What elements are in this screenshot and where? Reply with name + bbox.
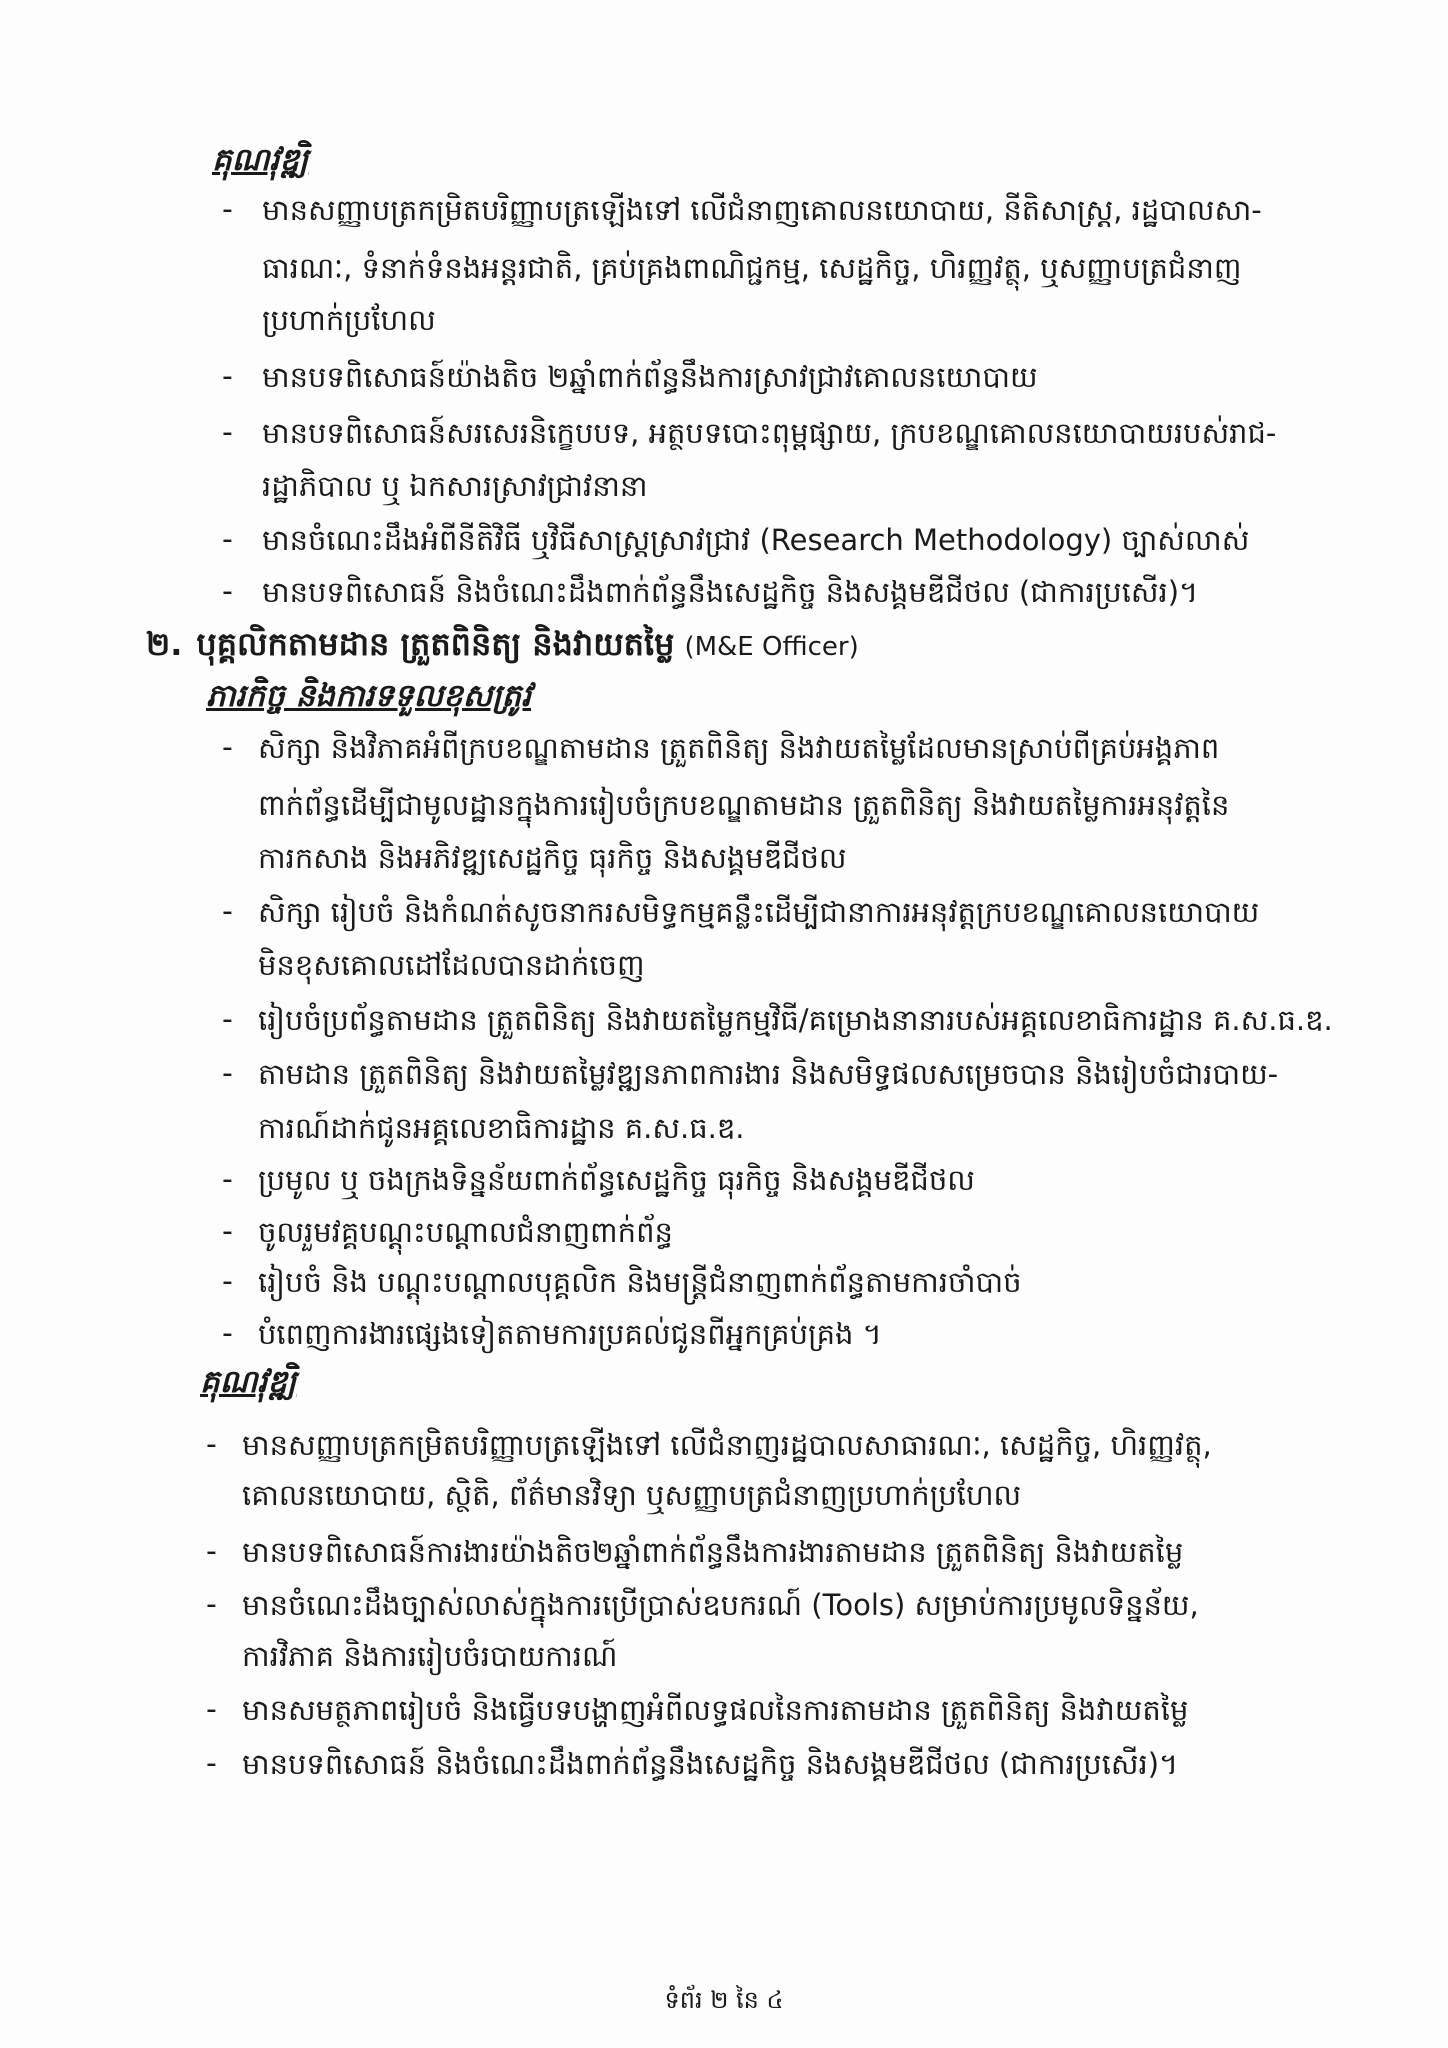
item-line: តាមដាន ត្រួតពិនិត្យ និងវាយតម្លៃវឌ្ឍនភាពការងារ និងសមិទ្ធផលសម្រេចបាន និងរៀបចំជារបាយ- xyxy=(258,1057,1279,1091)
item-line: រៀបចំប្រព័ន្ធតាមដាន ត្រួតពិនិត្យ និងវាយតម្លៃកម្មវិធី/គម្រោងនានារបស់អគ្គលេខាធិការដ្ឋាន គ.ស.ធ.ឌ. xyxy=(258,1003,1333,1037)
bullet-dash: - xyxy=(222,1002,233,1037)
item-line: ប្រមូល ឬ ចងក្រងទិន្នន័យពាក់ព័ន្ធសេដ្ឋកិច្ច ធុរកិច្ច និងសង្គមឌីជីថល xyxy=(258,1163,975,1197)
bullet-dash: - xyxy=(206,1587,217,1622)
item-line: មានសញ្ញាបត្រកម្រិតបរិញ្ញាបត្រឡើងទៅ លើជំនាញរដ្ឋបាលសាធារណៈ, សេដ្ឋកិច្ច, ហិរញ្ញវត្ថុ, xyxy=(242,1428,1212,1462)
item-line: បំពេញការងារផ្សេងទៀតតាមការប្រគល់ជូនពីអ្នកគ្រប់គ្រង ។ xyxy=(258,1317,882,1351)
item-line: ការណ៍ដាក់ជូនអគ្គលេខាធិការដ្ឋាន គ.ស.ធ.ឌ. xyxy=(258,1111,745,1145)
bullet-dash: - xyxy=(206,1746,217,1781)
bullet-dash: - xyxy=(222,730,233,765)
qualifications-heading: គុណវុឌ្ឍិ xyxy=(200,1364,297,1400)
item-line: ធារណៈ, ទំនាក់ទំនងអន្តរជាតិ, គ្រប់គ្រងពាណិជ្ជកម្ម, សេដ្ឋកិច្ច, ហិរញ្ញវត្ថុ, ឬសញ្ញាបត្រជំនាញ xyxy=(262,251,1242,285)
section-title-english: (M&E Officer) xyxy=(684,632,859,662)
bullet-dash: - xyxy=(206,1692,217,1727)
bullet-dash: - xyxy=(206,1427,217,1462)
section-title xyxy=(146,622,859,669)
item-line: គោលនយោបាយ, ស្ថិតិ, ព័ត៌មានវិទ្យា ឬសញ្ញាបត្រជំនាញប្រហាក់ប្រហែល xyxy=(242,1478,1022,1512)
duties-heading: ភារកិច្ច និងការទទួលខុសត្រូវ xyxy=(206,678,532,714)
item-line: មានបទពិសោធន៍ការងារយ៉ាងតិច២ឆ្នាំពាក់ព័ន្ធនឹងការងារតាមដាន ត្រួតពិនិត្យ និងវាយតម្លៃ xyxy=(242,1535,1184,1569)
item-line: មានបទពិសោធន៍ និងចំណេះដឹងពាក់ព័ន្ធនឹងសេដ្ឋកិច្ច និងសង្គមឌីជីថល (ជាការប្រសើរ)។ xyxy=(242,1747,1179,1781)
item-line: សិក្សា និងវិភាគអំពីក្របខណ្ឌតាមដាន ត្រួតពិនិត្យ និងវាយតម្លៃដែលមានស្រាប់ពីគ្រប់អង្គភាព xyxy=(258,731,1220,765)
item-line: ពាក់ព័ន្ធដើម្បីជាមូលដ្ឋានក្នុងការរៀបចំក្របខណ្ឌតាមដាន ត្រួតពិនិត្យ និងវាយតម្លៃការអនុវត្តនៃ xyxy=(258,788,1230,822)
item-line: មានសញ្ញាបត្រកម្រិតបរិញ្ញាបត្រឡើងទៅ លើជំនាញគោលនយោបាយ, នីតិសាស្ត្រ, រដ្ឋបាលសា- xyxy=(262,193,1262,227)
item-line: រដ្ឋាភិបាល ឬ ឯកសារស្រាវជ្រាវនានា xyxy=(262,469,648,503)
section-number: ២. xyxy=(146,625,183,663)
bullet-dash: - xyxy=(222,359,233,394)
bullet-dash: - xyxy=(222,522,233,557)
bullet-dash: - xyxy=(222,1316,233,1351)
section-title-text: បុគ្គលិកតាមដាន ត្រួតពិនិត្យ និងវាយតម្លៃ xyxy=(196,625,675,663)
item-line: មានបទពិសោធន៍សរសេរនិក្ខេបបទ, អត្ថបទបោះពុម្ពផ្សាយ, ក្របខណ្ឌគោលនយោបាយរបស់រាជ- xyxy=(262,416,1277,450)
item-line: មានចំណេះដឹងអំពីនីតិវិធី ឬវិធីសាស្ត្រស្រាវជ្រាវ (Research Methodology) ច្បាស់លាស់ xyxy=(262,523,1250,557)
qualifications-heading: គុណវុឌ្ឍិ xyxy=(212,142,309,178)
bullet-dash: - xyxy=(222,894,233,929)
item-line: មានសមត្ថភាពរៀបចំ និងធ្វើបទបង្ហាញអំពីលទ្ធផលនៃការតាមដាន ត្រួតពិនិត្យ និងវាយតម្លៃ xyxy=(242,1693,1189,1727)
bullet-dash: - xyxy=(222,1162,233,1197)
item-line: មិនខុសគោលដៅដែលបានដាក់ចេញ xyxy=(258,948,645,982)
page-number: ទំព័រ ២ នៃ ៤ xyxy=(664,1986,784,2014)
item-line: ការវិភាគ និងការរៀបចំរបាយការណ៍ xyxy=(242,1639,618,1673)
item-line: ការកសាង និងអភិវឌ្ឍសេដ្ឋកិច្ច ធុរកិច្ច និងសង្គមឌីជីថល xyxy=(258,841,847,875)
item-line: សិក្សា រៀបចំ និងកំណត់សូចនាករសមិទ្ធកម្មគន្លឹះដើម្បីជានាការអនុវត្តក្របខណ្ឌគោលនយោបាយ xyxy=(258,895,1260,929)
bullet-dash: - xyxy=(222,415,233,450)
item-line: មានបទពិសោធន៍ និងចំណេះដឹងពាក់ព័ន្ធនឹងសេដ្ឋកិច្ច និងសង្គមឌីជីថល (ជាការប្រសើរ)។ xyxy=(262,575,1199,609)
item-line: ប្រហាក់ប្រហែល xyxy=(262,303,436,337)
item-line: មានចំណេះដឹងច្បាស់លាស់ក្នុងការប្រើប្រាស់ឧបករណ៍ (Tools) សម្រាប់ការប្រមូលទិន្នន័យ, xyxy=(242,1588,1199,1622)
bullet-dash: - xyxy=(206,1534,217,1569)
bullet-dash: - xyxy=(222,1264,233,1299)
item-line: រៀបចំ និង បណ្តុះបណ្តាលបុគ្គលិក និងមន្ត្រីជំនាញពាក់ព័ន្ធតាមការចាំបាច់ xyxy=(258,1265,1022,1299)
item-line: ចូលរួមវគ្គបណ្តុះបណ្តាលជំនាញពាក់ព័ន្ធ xyxy=(258,1215,673,1249)
bullet-dash: - xyxy=(222,574,233,609)
bullet-dash: - xyxy=(222,1214,233,1249)
bullet-dash: - xyxy=(222,1056,233,1091)
bullet-dash: - xyxy=(222,192,233,227)
item-line: មានបទពិសោធន៍យ៉ាងតិច ២ឆ្នាំពាក់ព័ន្ធនឹងការស្រាវជ្រាវគោលនយោបាយ xyxy=(262,360,1038,394)
